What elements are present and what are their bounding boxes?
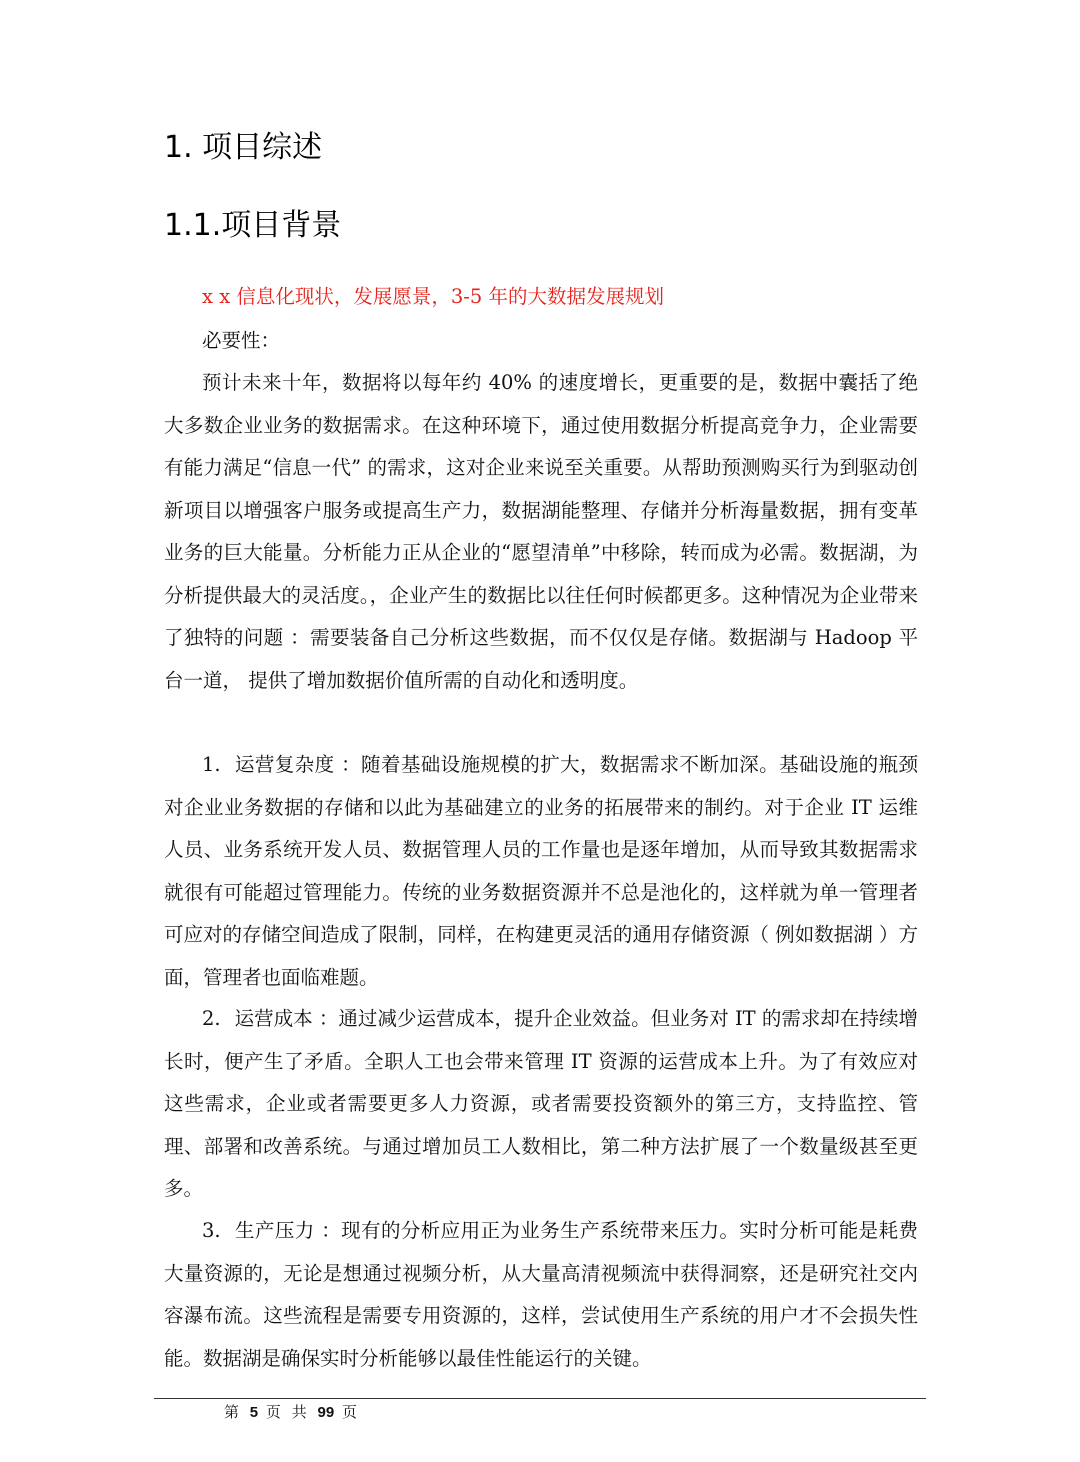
list-item <box>164 998 918 1211</box>
list-item-text: 运营复杂度 ：随着基础设施规模的扩大，数据需求不断加深。基础设施的瓶颈对企业业务数据的存储和以此为基础建立的业务的拓展带来的制约。对于企业 IT 运维人员、业务系统开发人员、数据管理人员的工作量也是逐年增加，从而导致其数据需求就很有可能超过管理能力。传统的业务数据资源并不总是池化的，这样就为单一管理者可应对的存储空间造成了限制，同样，在构建更灵活的通用存储资源（ 例如数据湖 ）方面，管理者也面临难题。 <box>164 753 918 989</box>
footer-middle: 页 共 <box>265 1403 310 1421</box>
list-item-number: 2. <box>202 1007 221 1030</box>
red-note: x x 信息化现状，发展愿景，3-5 年的大数据发展规划 <box>202 285 664 308</box>
list-item-number: 1. <box>202 753 221 776</box>
list-item <box>164 1210 918 1380</box>
footer-divider <box>154 1398 926 1399</box>
footer-prefix: 第 <box>224 1403 243 1421</box>
page-total: 99 <box>317 1404 335 1421</box>
page-number: 5 <box>249 1404 259 1421</box>
list-item-text: 生产压力 ：现有的分析应用正为业务生产系统带来压力。实时分析可能是耗费大量资源的，无论是想通过视频分析，从大量高清视频流中获得洞察，还是研究社交内容瀑布流。这些流程是需要专用资源的，这样，尝试使用生产系统的用户才不会损失性能。数据湖是确保实时分析能够以最佳性能运行的关键。 <box>164 1219 918 1370</box>
page-footer <box>224 1402 360 1423</box>
footer-suffix: 页 <box>341 1403 360 1421</box>
list-item-text: 运营成本 ：通过减少运营成本，提升企业效益。但业务对 IT 的需求却在持续增长时，便产生了矛盾。全职人工也会带来管理 IT 资源的运营成本上升。为了有效应对这些需求，企业或者需要更多人力资源，或者需要投资额外的第三方，支持监控、管理、部署和改善系统。与通过增加员工人数相比，第二种方法扩展了一个数量级甚至更多。 <box>164 1007 918 1200</box>
intro-paragraph: 预计未来十年，数据将以每年约 40% 的速度增长，更重要的是，数据中囊括了绝大多数企业业务的数据需求。在这种环境下，通过使用数据分析提高竞争力，企业需要有能力满足“信息一代” 的需求，这对企业来说至关重要。从帮助预测购买行为到驱动创新项目以增强客户服务或提高生产力，数据湖能整理、存储并分析海量数据，拥有变革业务的巨大能量。分析能力正从企业的“愿望清单”中移除，转而成为必需。数据湖，为分析提供最大的灵活度。，企业产生的数据比以往任何时候都更多。这种情况为企业带来了独特的问题 ：需要装备自己分析这些数据，而不仅仅是存储。数据湖与 Hadoop 平台一道， 提供了增加数据价值所需的自动化和透明度。 <box>164 371 918 692</box>
section-heading: 1. 项目综述 <box>164 130 323 165</box>
list-item-number: 3. <box>202 1219 221 1242</box>
subsection-heading: 1.1.项目背景 <box>164 208 342 243</box>
list-item <box>164 744 918 999</box>
necessity-label: 必要性： <box>202 329 281 352</box>
